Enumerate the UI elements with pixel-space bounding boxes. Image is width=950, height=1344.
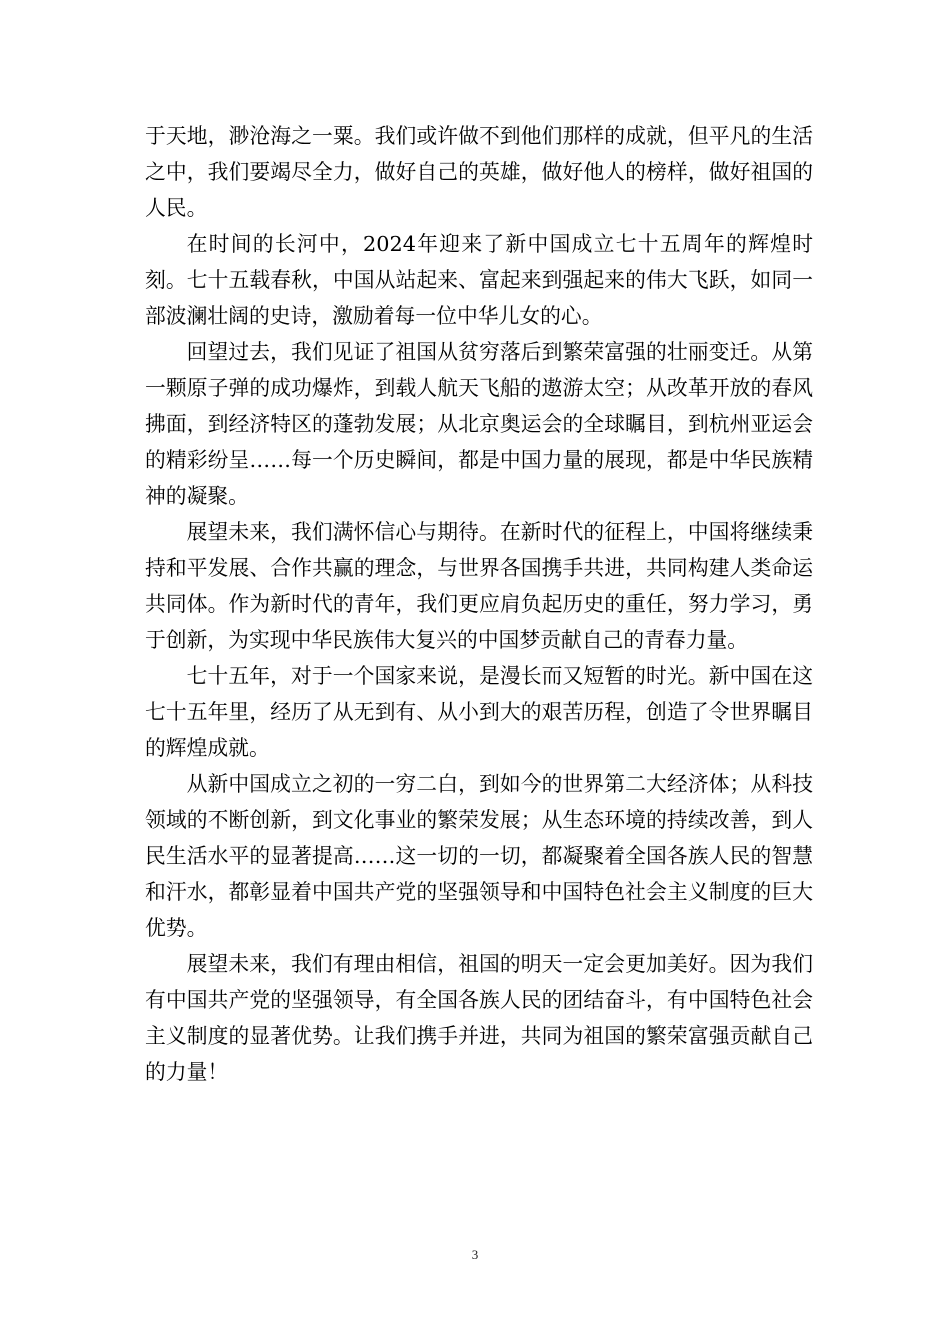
paragraph-1: 于天地，渺沧海之一粟。我们或许做不到他们那样的成就，但平凡的生活之中，我们要竭尽全力，做好自己的英雄，做好他人的榜样，做好祖国的人民。 [145, 124, 813, 220]
paragraph-2: 在时间的长河中，2024年迎来了新中国成立七十五周年的辉煌时刻。七十五载春秋，中国从站起来、富起来到强起来的伟大飞跃，如同一部波澜壮阔的史诗，激励着每一位中华儿女的心。 [145, 232, 813, 328]
paragraph-3: 回望过去，我们见证了祖国从贫穷落后到繁荣富强的壮丽变迁。从第一颗原子弹的成功爆炸，到载人航天飞船的遨游太空；从改革开放的春风拂面，到经济特区的蓬勃发展；从北京奥运会的全球瞩目，到杭州亚运会的精彩纷呈……每一个历史瞬间，都是中国力量的展现，都是中华民族精神的凝聚。 [145, 340, 813, 508]
paragraph-7: 展望未来，我们有理由相信，祖国的明天一定会更加美好。因为我们有中国共产党的坚强领导，有全国各族人民的团结奋斗，有中国特色社会主义制度的显著优势。让我们携手并进，共同为祖国的繁荣富强贡献自己的力量！ [145, 952, 813, 1084]
paragraph-6: 从新中国成立之初的一穷二白，到如今的世界第二大经济体；从科技领域的不断创新，到文化事业的繁荣发展；从生态环境的持续改善，到人民生活水平的显著提高……这一切的一切，都凝聚着全国各族人民的智慧和汗水，都彰显着中国共产党的坚强领导和中国特色社会主义制度的巨大优势。 [145, 772, 813, 940]
paragraph-5: 七十五年，对于一个国家来说，是漫长而又短暂的时光。新中国在这七十五年里，经历了从无到有、从小到大的艰苦历程，创造了令世界瞩目的辉煌成就。 [145, 664, 813, 760]
document-body [145, 118, 813, 1090]
page-number: 3 [471, 1247, 479, 1262]
paragraph-4: 展望未来，我们满怀信心与期待。在新时代的征程上，中国将继续秉持和平发展、合作共赢的理念，与世界各国携手共进，共同构建人类命运共同体。作为新时代的青年，我们更应肩负起历史的重任，努力学习，勇于创新，为实现中华民族伟大复兴的中国梦贡献自己的青春力量。 [145, 520, 813, 652]
